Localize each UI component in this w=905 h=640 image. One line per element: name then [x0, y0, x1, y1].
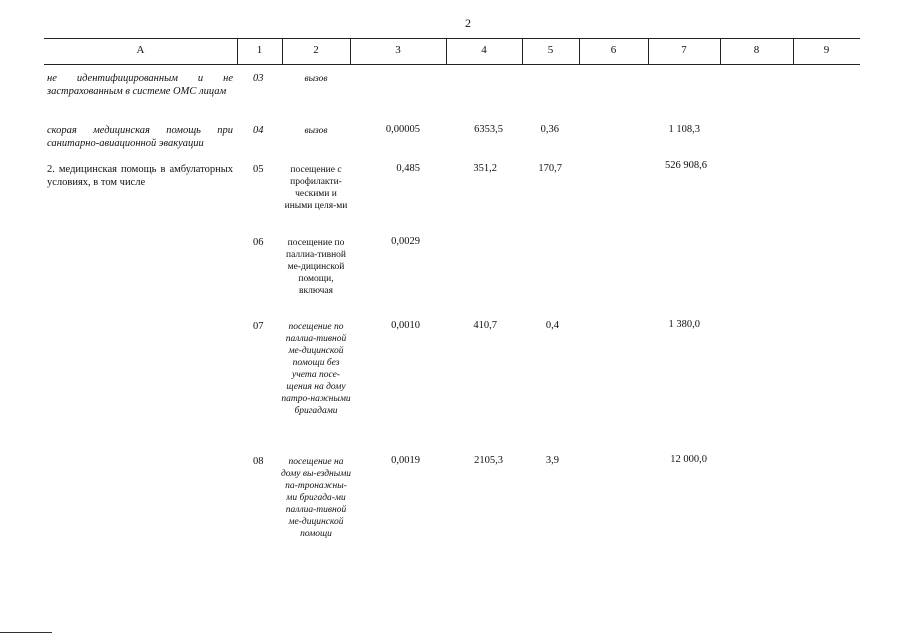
column-header-5: 5	[547, 44, 554, 56]
row-label: скорая медицинская помощь при санитарно-авиационной эвакуации	[47, 125, 233, 149]
row-value-4: 410,7	[473, 320, 497, 331]
row-unit: посещение по паллиа-тивной ме-дицинской помощи, включая	[286, 238, 346, 296]
row-unit: вызов	[304, 74, 328, 84]
column-header-8: 8	[753, 44, 760, 56]
column-header-a: А	[136, 44, 145, 56]
column-header-4: 4	[481, 44, 487, 56]
margin-mark	[0, 632, 52, 633]
row-label: 2. медицинская помощь в амбулаторных условиях, в том числе	[47, 164, 233, 188]
row-value-3: 0,0029	[391, 236, 420, 247]
row-value-7: 526 908,6	[665, 160, 707, 171]
row-value-5: 0,4	[545, 320, 559, 331]
row-unit: посещение по паллиа-тивной ме-дицинской помощи без учета посе-щения на дому патро-нажными бригадами	[281, 322, 351, 416]
row-unit: вызов	[304, 126, 328, 136]
row-value-4: 6353,5	[474, 124, 503, 135]
row-value-4: 2105,3	[474, 455, 503, 466]
row-code: 07	[253, 321, 264, 332]
row-value-5: 3,9	[545, 455, 559, 466]
column-header-6: 6	[610, 44, 617, 56]
row-value-3: 0,00005	[385, 124, 420, 135]
row-unit: посещение с профилакти-ческими и иными целя-ми	[284, 165, 348, 211]
row-code: 08	[253, 456, 264, 467]
row-code: 06	[253, 237, 264, 248]
row-code: 04	[253, 125, 264, 136]
row-value-7: 1 108,3	[668, 124, 700, 135]
row-value-4: 351,2	[473, 163, 497, 174]
column-header-1: 1	[256, 44, 263, 56]
row-value-5: 0,36	[540, 124, 559, 135]
column-header-9: 9	[823, 44, 830, 56]
row-value-7: 1 380,0	[668, 319, 700, 330]
row-value-3: 0,0019	[391, 455, 420, 466]
table-header-bottom-rule	[44, 64, 860, 65]
row-value-3: 0,485	[396, 163, 420, 174]
row-code: 03	[253, 73, 264, 84]
column-header-2: 2	[313, 44, 319, 56]
row-value-3: 0,0010	[391, 320, 420, 331]
row-label: не идентифицированным и не застрахованным в системе ОМС лицам	[47, 73, 233, 97]
row-value-5: 170,7	[538, 163, 562, 174]
row-unit: посещение на дому вы-ездными па-тронажны-ми бригада-ми паллиа-тивной ме-дицинской помощи	[281, 457, 352, 539]
row-code: 05	[253, 164, 264, 175]
row-value-7: 12 000,0	[670, 454, 707, 465]
column-header-3: 3	[395, 44, 401, 56]
table-top-rule	[44, 38, 860, 39]
column-header-7: 7	[681, 44, 687, 56]
page-number: 2	[465, 16, 471, 30]
